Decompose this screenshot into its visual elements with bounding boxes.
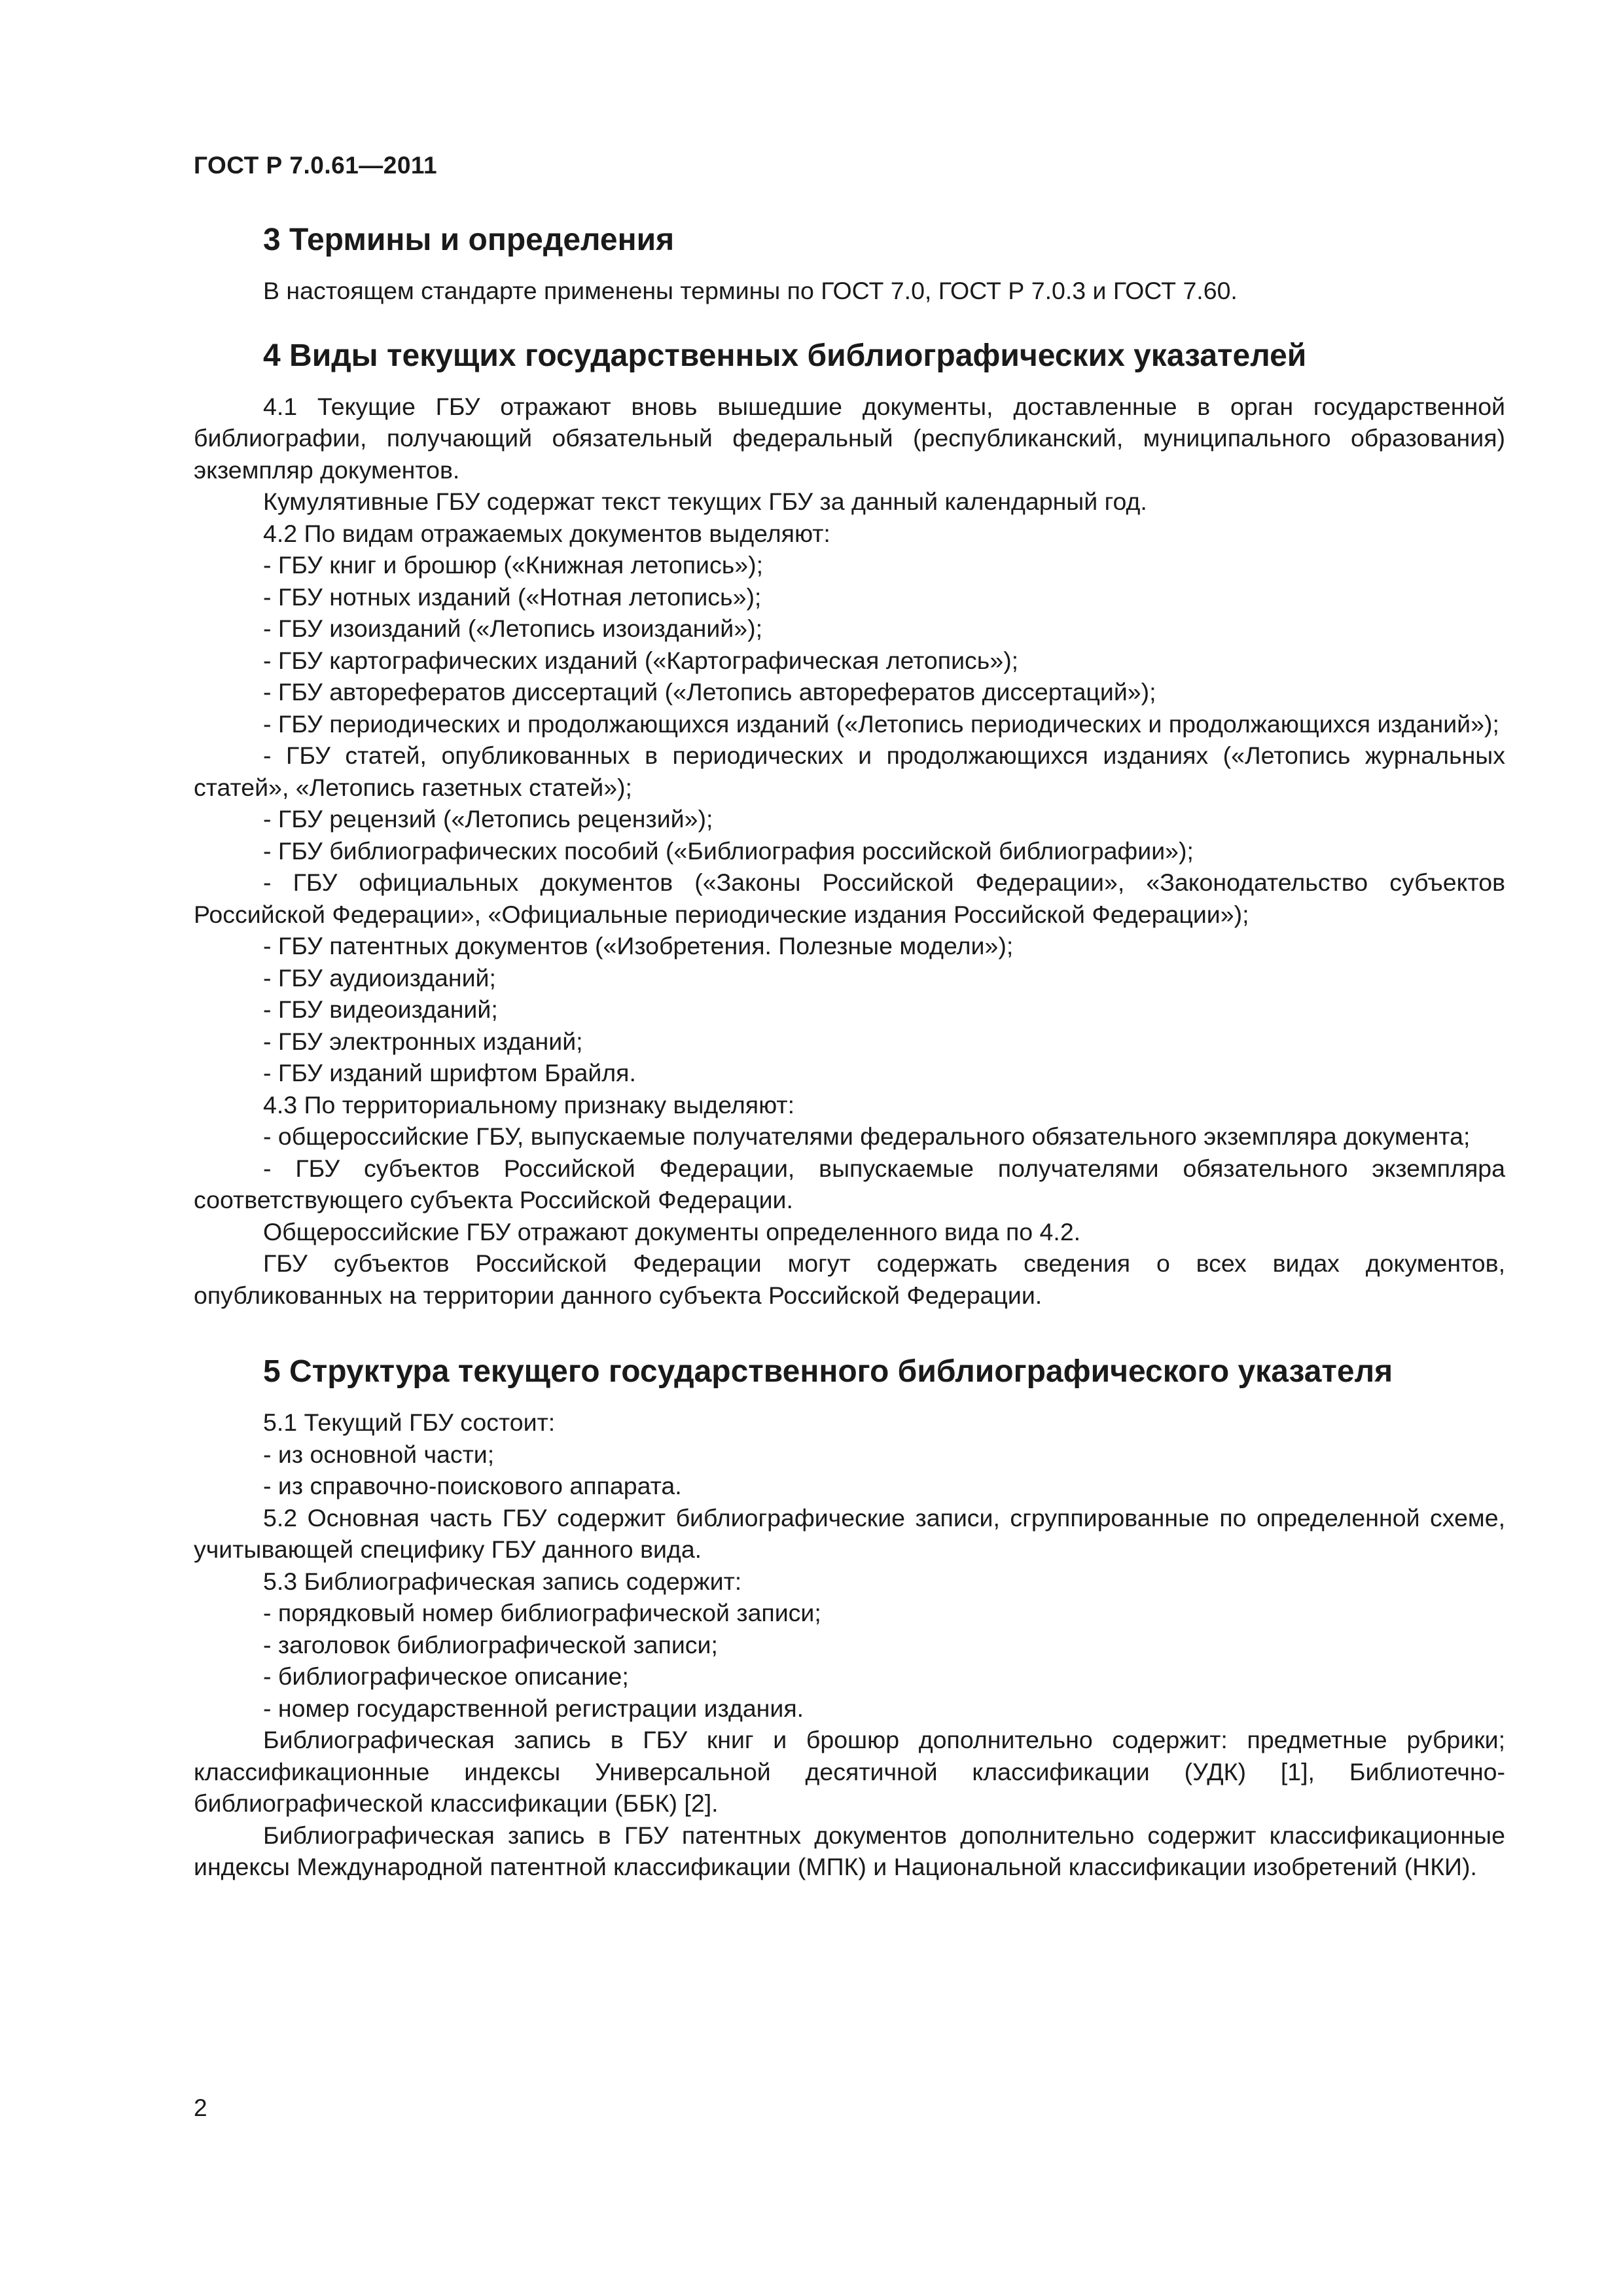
list-item: - ГБУ изданий шрифтом Брайля. bbox=[263, 1059, 636, 1086]
paragraph: В настоящем стандарте применены термины по ГОСТ 7.0, ГОСТ Р 7.0.3 и ГОСТ 7.60. bbox=[263, 277, 1238, 304]
list-item: - номер государственной регистрации издания. bbox=[263, 1694, 804, 1722]
document-content bbox=[194, 217, 1505, 1883]
list-item: - ГБУ библиографических пособий («Библиография российской библиографии»); bbox=[263, 836, 1194, 865]
list-item: - из справочно-поискового аппарата. bbox=[263, 1472, 682, 1499]
section-4-title: 4 Виды текущих государственных библиографических указателей bbox=[263, 338, 1307, 373]
list-item: - ГБУ патентных документов («Изобретения. Полезные модели»); bbox=[263, 932, 1014, 960]
section-4-body bbox=[194, 391, 1505, 1312]
list-item: - ГБУ изоизданий («Летопись изоизданий»); bbox=[263, 615, 762, 642]
paragraph: 4.2 По видам отражаемых документов выделяют: bbox=[263, 519, 830, 547]
list-item: - ГБУ картографических изданий («Картографическая летопись»); bbox=[263, 646, 1019, 674]
page-number: 2 bbox=[194, 2094, 207, 2121]
list-item: - из основной части; bbox=[263, 1440, 495, 1468]
list-item: - ГБУ видеоизданий; bbox=[263, 996, 498, 1023]
list-item: - ГБУ аудиоизданий; bbox=[263, 963, 496, 992]
section-3-body bbox=[194, 275, 1505, 307]
list-item: - ГБУ книг и брошюр («Книжная летопись»); bbox=[263, 551, 764, 579]
list-item: - библиографическое описание; bbox=[263, 1662, 629, 1690]
paragraph: 5.1 Текущий ГБУ состоит: bbox=[263, 1408, 556, 1436]
list-item: - ГБУ субъектов Российской Федерации, выпускаемые получателями обязательного экземпляра соответствующего субъекта Российской Федерации. bbox=[194, 1154, 1505, 1213]
paragraph: 5.2 Основная часть ГБУ содержит библиографические записи, сгруппированные по определенной схеме, учитывающей специфику ГБУ данного вида. bbox=[194, 1503, 1505, 1563]
section-5-title: 5 Структура текущего государственного библиографического указателя bbox=[263, 1354, 1393, 1389]
paragraph: 4.1 Текущие ГБУ отражают вновь вышедшие документы, доставленные в орган государственной библиографии, получающий обязательный федеральный (республиканский, муниципального образования) экземпляр документов. bbox=[194, 392, 1505, 484]
document-code-header: ГОСТ Р 7.0.61—2011 bbox=[194, 152, 438, 179]
list-item: - порядковый номер библиографической записи; bbox=[263, 1599, 821, 1626]
list-item: - заголовок библиографической записи; bbox=[263, 1630, 718, 1659]
paragraph: Кумулятивные ГБУ содержат текст текущих ГБУ за данный календарный год. bbox=[263, 488, 1147, 515]
paragraph: ГБУ субъектов Российской Федерации могут содержать сведения о всех видах документов, опубликованных на территории данного субъекта Российской Федерации. bbox=[194, 1249, 1505, 1309]
paragraph: Общероссийские ГБУ отражают документы определенного вида по 4.2. bbox=[263, 1217, 1081, 1246]
list-item: - ГБУ нотных изданий («Нотная летопись»); bbox=[263, 583, 762, 611]
list-item: - ГБУ рецензий («Летопись рецензий»); bbox=[263, 805, 713, 833]
paragraph: Библиографическая запись в ГБУ книг и брошюр дополнительно содержит: предметные рубрики; классификационные индексы Универсальной десятичной классификации (УДК) [1], Библиотечно-библиографической классификации (ББК) [2]. bbox=[194, 1726, 1505, 1817]
list-item: - ГБУ авторефератов диссертаций («Летопись авторефератов диссертаций»); bbox=[263, 678, 1156, 706]
paragraph: 5.3 Библиографическая запись содержит: bbox=[263, 1567, 742, 1595]
section-3-title: 3 Термины и определения bbox=[263, 223, 675, 257]
list-item: - ГБУ электронных изданий; bbox=[263, 1027, 583, 1055]
list-item: - общероссийские ГБУ, выпускаемые получателями федерального обязательного экземпляра документа; bbox=[263, 1122, 1471, 1150]
list-item: - ГБУ периодических и продолжающихся изданий («Летопись периодических и продолжающихся изданий»); bbox=[263, 709, 1499, 738]
list-item: - ГБУ статей, опубликованных в периодических и продолжающихся изданиях («Летопись журнальных статей», «Летопись газетных статей»); bbox=[194, 742, 1505, 801]
list-item: - ГБУ официальных документов («Законы Российской Федерации», «Законодательство субъектов Российской Федерации», «Официальные периодические издания Российской Федерации»); bbox=[194, 869, 1505, 928]
section-5-body bbox=[194, 1407, 1505, 1883]
paragraph: 4.3 По территориальному признаку выделяют: bbox=[263, 1090, 794, 1119]
paragraph: Библиографическая запись в ГБУ патентных документов дополнительно содержит классификационные индексы Международной патентной классификации (МПК) и Национальной классификации изобретений (НКИ). bbox=[194, 1821, 1505, 1880]
